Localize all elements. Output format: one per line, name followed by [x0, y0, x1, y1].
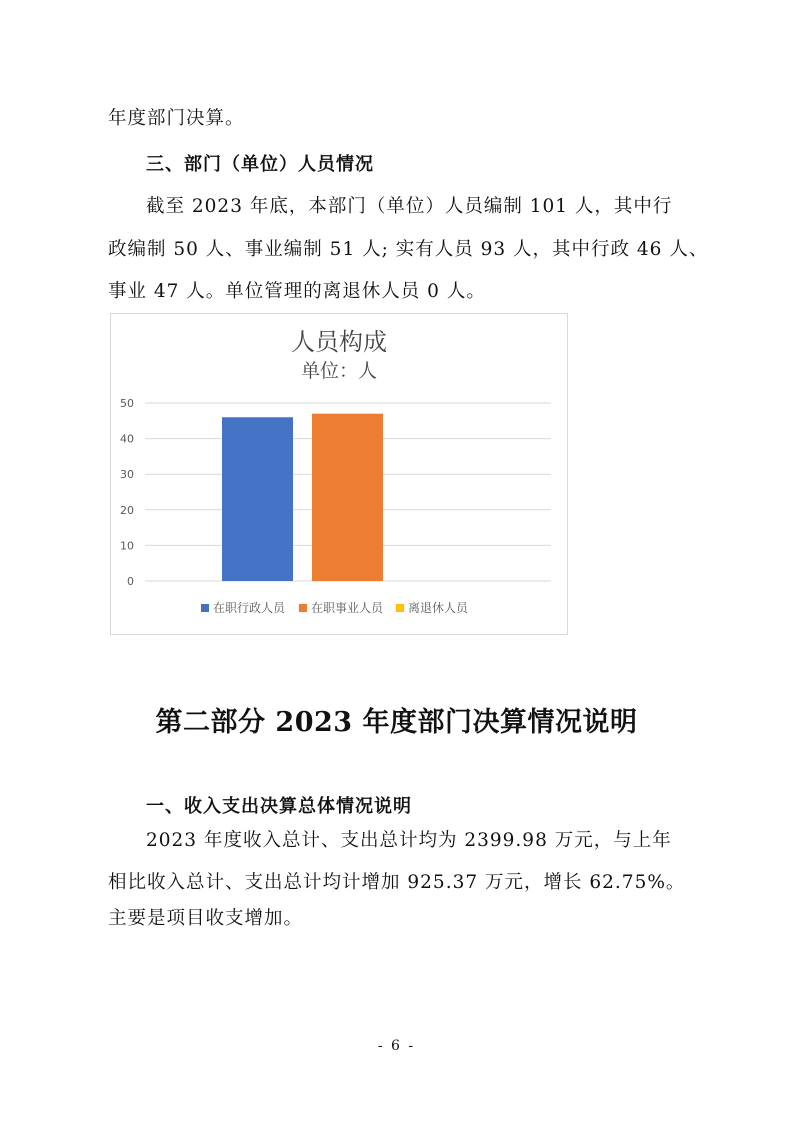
paragraph-line: 事业 47 人。单位管理的离退休人员 0 人。	[108, 281, 486, 302]
bar-1	[222, 417, 293, 581]
y-tick-label: 30	[120, 468, 134, 482]
staff-composition-chart	[110, 313, 568, 635]
paragraph-line: 2023 年度收入总计、支出总计均为 2399.98 万元，与上年	[146, 830, 672, 851]
paragraph-line: 年度部门决算。	[108, 108, 245, 129]
section-heading-income: 一、收入支出决算总体情况说明	[146, 796, 412, 817]
legend-label: 离退休人员	[408, 601, 469, 615]
y-tick-label: 40	[120, 432, 134, 446]
y-tick-label: 50	[120, 397, 134, 410]
chart-title: 人员构成	[291, 328, 387, 356]
paragraph-line: 截至 2023 年底，本部门（单位）人员编制 101 人，其中行	[146, 196, 673, 217]
legend-label: 在职行政人员	[213, 601, 286, 615]
paragraph-line: 政编制 50 人、事业编制 51 人; 实有人员 93 人，其中行政 46 人、	[108, 239, 709, 260]
paragraph-line: 相比收入总计、支出总计均计增加 925.37 万元，增长 62.75%。	[108, 872, 686, 893]
chart-svg	[111, 314, 567, 634]
legend-swatch	[201, 604, 209, 612]
part-title: 第二部分 2023 年度部门决算情况说明	[155, 707, 638, 738]
y-tick-label: 10	[120, 539, 134, 553]
chart-subtitle: 单位：人	[300, 360, 378, 382]
legend-label: 在职事业人员	[311, 601, 384, 615]
page-number: - 6 -	[377, 1038, 416, 1054]
legend-swatch	[396, 604, 404, 612]
y-tick-label: 20	[120, 503, 134, 517]
bar-2	[312, 414, 383, 581]
paragraph-line: 主要是项目收支增加。	[108, 908, 304, 929]
legend-swatch	[299, 604, 307, 612]
y-tick-label: 0	[127, 575, 134, 588]
section-heading-staff: 三、部门（单位）人员情况	[146, 154, 374, 175]
